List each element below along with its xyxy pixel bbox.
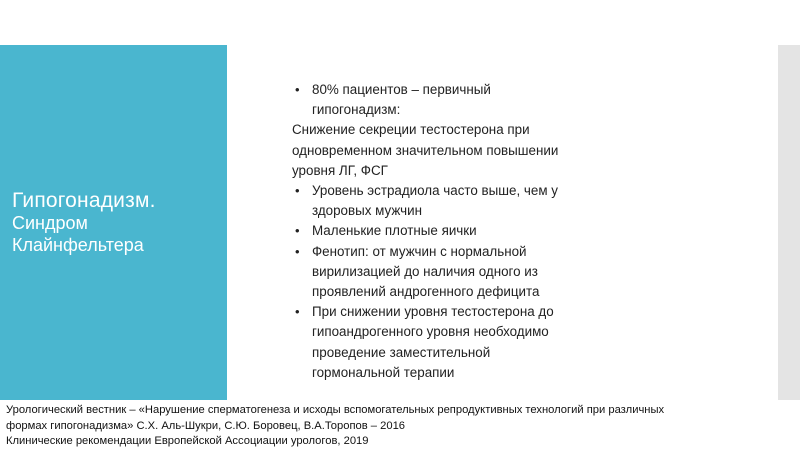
content-list bbox=[292, 80, 612, 383]
content-line: Снижение секреции тестостерона при bbox=[292, 122, 530, 138]
content-line: одновременном значительном повышении bbox=[292, 142, 559, 158]
slide-title bbox=[12, 190, 222, 256]
content-line: • Уровень эстрадиола часто выше, чем у bbox=[312, 183, 558, 199]
footer-references bbox=[6, 403, 796, 450]
content-line: вирилизацией до наличия одного из bbox=[312, 263, 538, 279]
footer-line: формах гипогонадизма» С.Х. Аль-Шукри, С.Ю. Боровец, В.А.Торопов – 2016 bbox=[6, 419, 406, 432]
content-line: здоровых мужчин bbox=[312, 203, 423, 219]
content-line: • При снижении уровня тестостерона до bbox=[312, 304, 554, 320]
content-line: уровня ЛГ, ФСГ bbox=[292, 162, 388, 178]
title-line: Клайнфельтера bbox=[12, 235, 144, 255]
content-line: • 80% пациентов – первичный bbox=[312, 82, 491, 97]
content-line: гипоандрогенного уровня необходимо bbox=[312, 324, 549, 340]
plain-paragraph bbox=[292, 120, 612, 181]
content-line: проведение заместительной bbox=[312, 344, 491, 360]
content-line: • Фенотип: от мужчин с нормальной bbox=[312, 243, 527, 259]
title-line: Гипогонадизм. bbox=[12, 189, 156, 212]
side-decoration-bar bbox=[778, 45, 800, 400]
bullet-item bbox=[292, 242, 612, 303]
content-line: проявлений андрогенного дефицита bbox=[312, 284, 540, 300]
title-line: Синдром bbox=[12, 213, 88, 233]
content-line: гипогонадизм: bbox=[312, 102, 401, 118]
bullet-item bbox=[292, 80, 612, 120]
content-line: гормональной терапии bbox=[312, 364, 455, 380]
content-line: • Маленькие плотные яички bbox=[312, 223, 477, 239]
bullet-item bbox=[292, 221, 612, 241]
footer-line: Клинические рекомендации Европейской Ассоциации урологов, 2019 bbox=[6, 435, 369, 447]
footer-line: Урологический вестник – «Нарушение сперматогенеза и исходы вспомогательных репродуктивных технологий при различных bbox=[6, 404, 665, 416]
bullet-item bbox=[292, 302, 612, 383]
bullet-item bbox=[292, 181, 612, 221]
